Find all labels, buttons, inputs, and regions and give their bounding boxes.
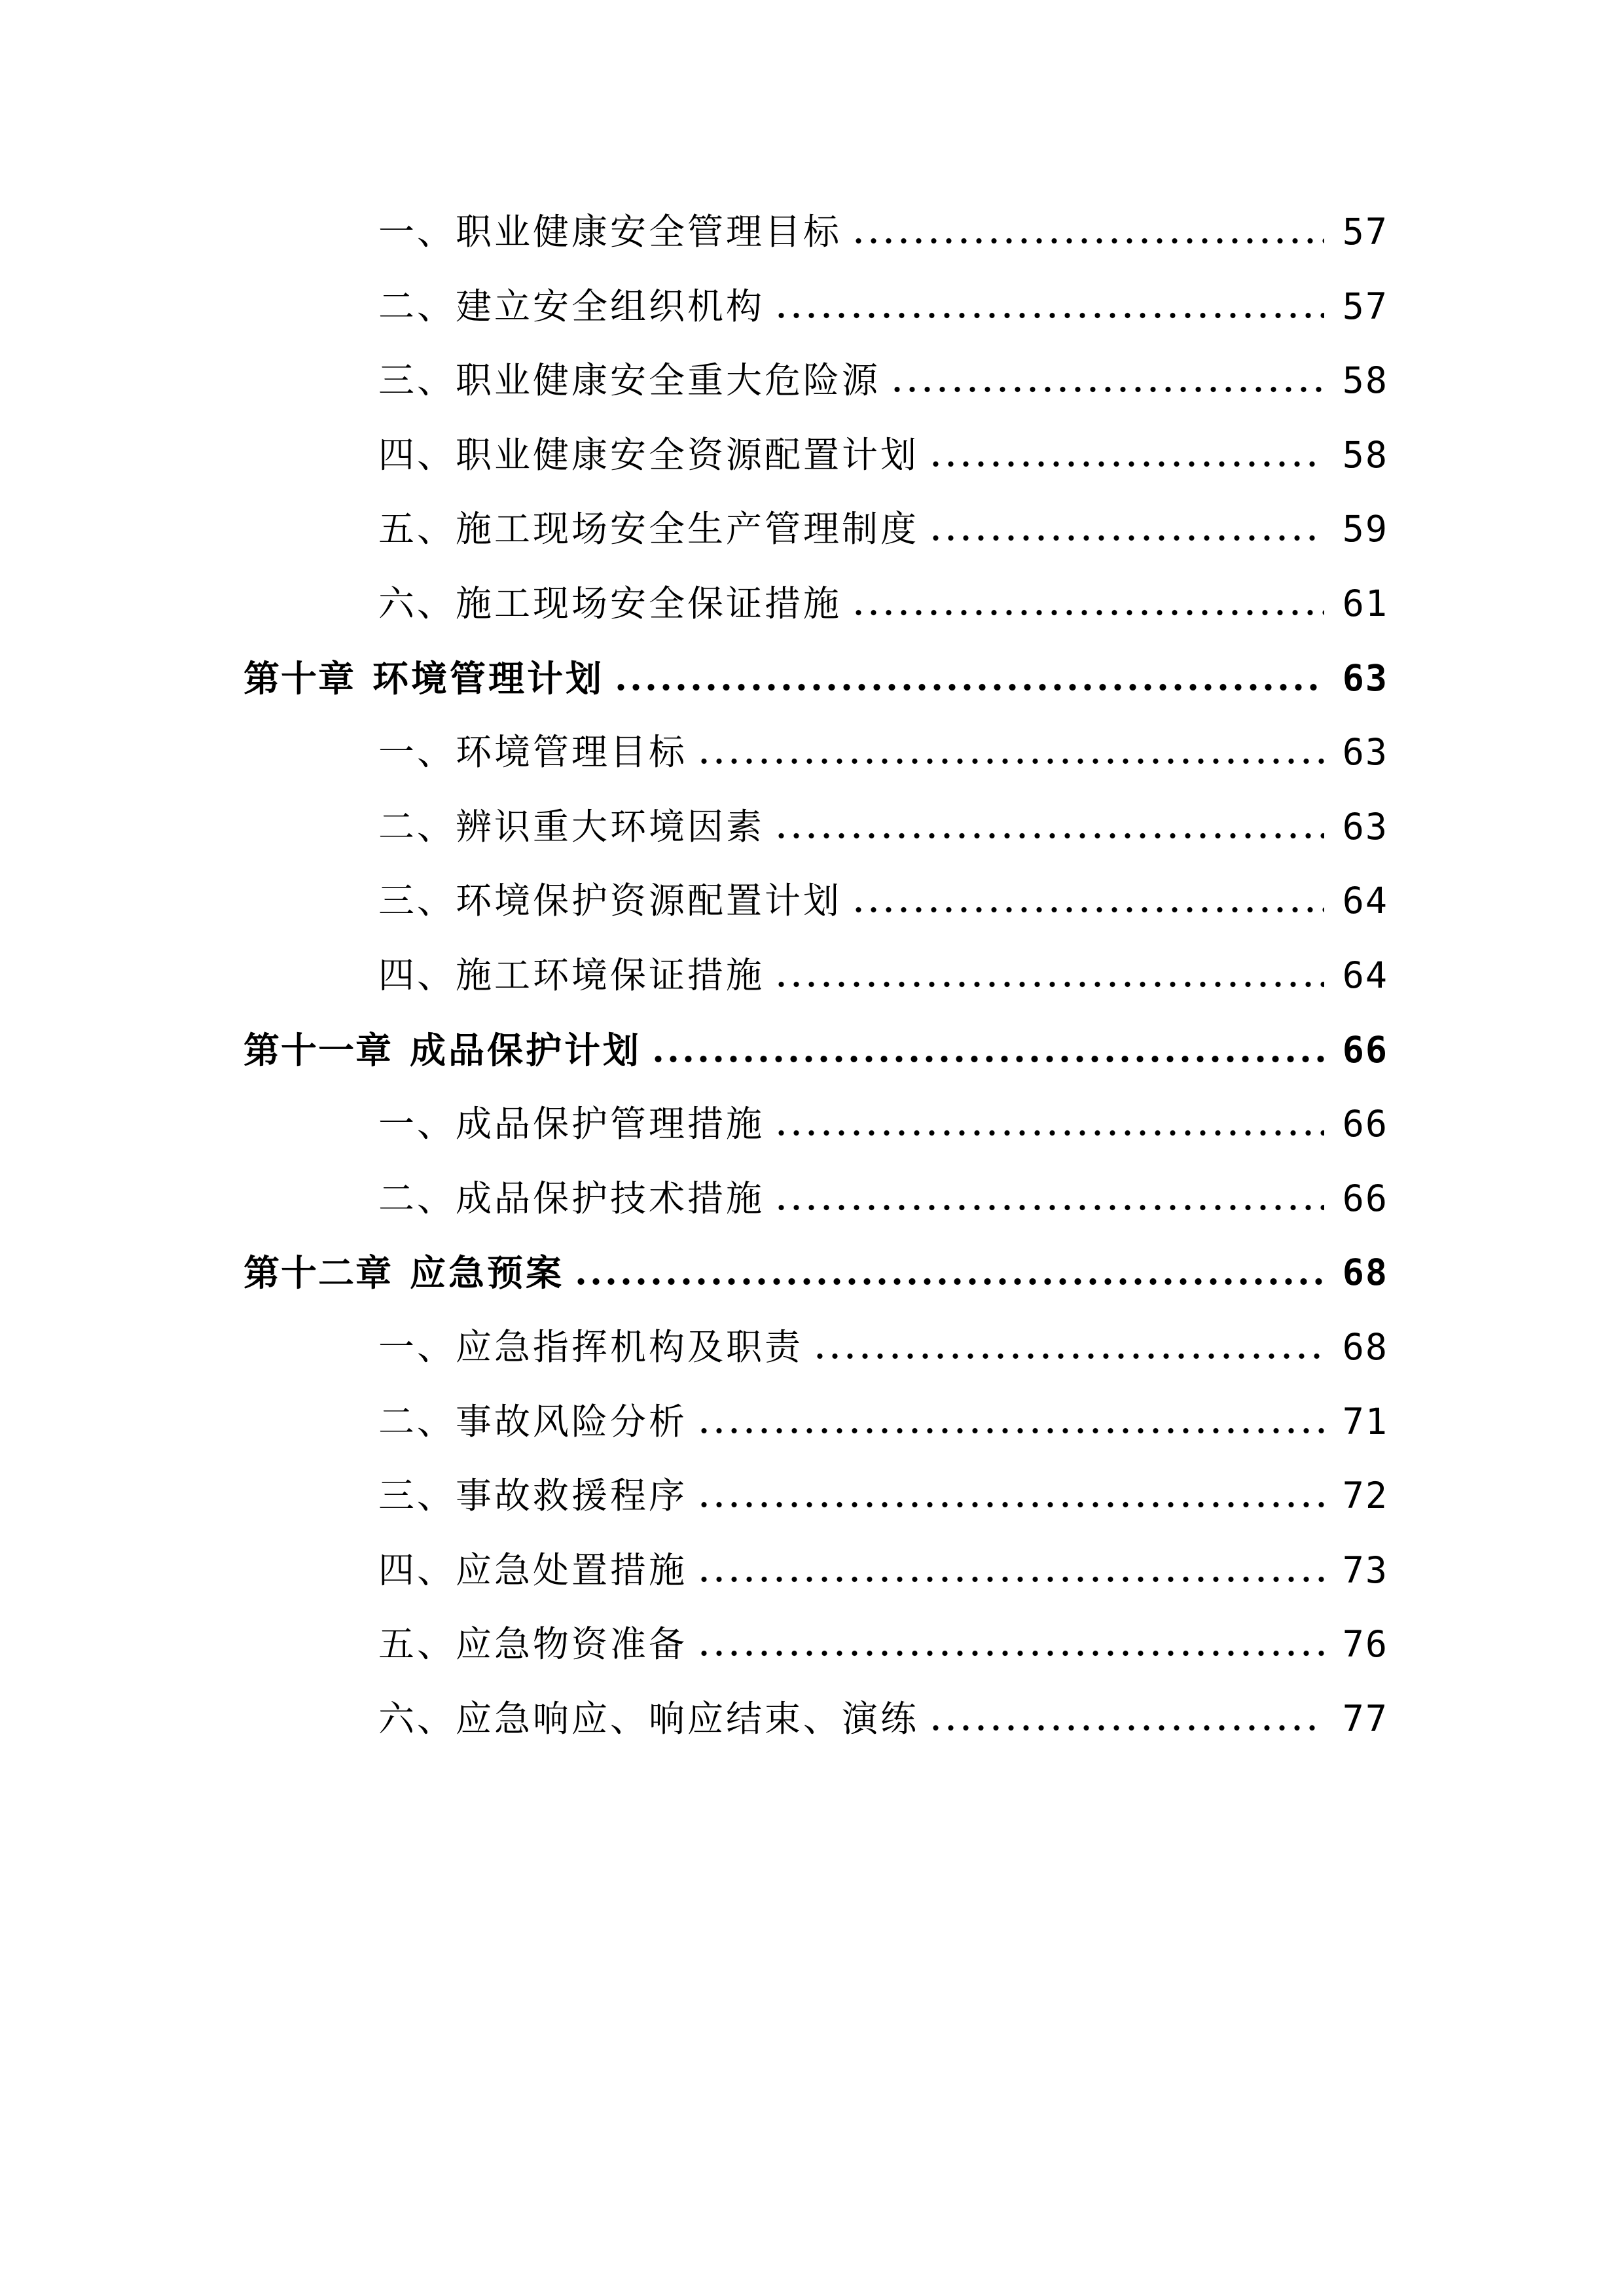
- toc-entry-title: 应急预案: [410, 1251, 565, 1295]
- toc-dot-leader: [851, 237, 1324, 245]
- toc-dot-leader: [890, 386, 1324, 393]
- toc-dot-leader: [928, 460, 1324, 468]
- toc-entry-title: 二、建立安全组织机构: [378, 285, 765, 327]
- toc-entry-title: 二、事故风险分析: [378, 1400, 688, 1443]
- toc-section-entry[interactable]: [378, 1151, 1388, 1217]
- toc-section-entry[interactable]: [378, 1300, 1388, 1368]
- toc-dot-leader: [696, 1501, 1324, 1509]
- toc-page-number: 64: [1342, 880, 1388, 922]
- toc-entry-title: 一、应急指挥机构及职责: [378, 1326, 804, 1368]
- toc-section-entry[interactable]: [378, 705, 1388, 774]
- toc-dot-leader: [928, 534, 1324, 542]
- toc-dot-leader: [613, 683, 1324, 691]
- toc-dot-leader: [774, 1204, 1324, 1211]
- toc-entry-title: 三、环境保护资源配置计划: [378, 880, 842, 922]
- toc-dot-leader: [696, 1575, 1324, 1583]
- toc-dot-leader: [696, 757, 1324, 765]
- toc-page-number: 63: [1342, 656, 1388, 699]
- toc-section-entry[interactable]: [378, 1077, 1388, 1145]
- toc-section-entry[interactable]: [378, 853, 1388, 922]
- toc-dot-leader: [573, 1278, 1324, 1285]
- toc-entry-title: 一、职业健康安全管理目标: [378, 211, 842, 253]
- toc-section-entry[interactable]: [378, 1448, 1388, 1517]
- toc-entry-title: 三、职业健康安全重大危险源: [378, 359, 881, 402]
- toc-section-entry[interactable]: [378, 1672, 1388, 1740]
- toc-page-number: 66: [1342, 1028, 1388, 1071]
- toc-section-entry[interactable]: [378, 259, 1388, 325]
- toc-entry-title: 四、应急处置措施: [378, 1549, 688, 1591]
- toc-entry-title: 六、应急响应、响应结束、演练: [378, 1698, 920, 1740]
- toc-page-number: 76: [1342, 1623, 1388, 1666]
- toc-page-number: 63: [1342, 805, 1388, 848]
- toc-section-entry[interactable]: [378, 1597, 1388, 1666]
- toc-chapter-label: 第十章: [244, 656, 356, 700]
- toc-page-number: 63: [1342, 731, 1388, 774]
- toc-dot-leader: [774, 312, 1324, 319]
- toc-chapter-entry[interactable]: [244, 631, 1388, 700]
- toc-dot-leader: [774, 832, 1324, 840]
- toc-page-number: 59: [1342, 508, 1388, 550]
- toc-entry-title: 一、环境管理目标: [378, 731, 688, 774]
- toc-page-number: 58: [1342, 359, 1388, 402]
- toc-dot-leader: [696, 1427, 1324, 1435]
- toc-chapter-label: 第十二章: [244, 1251, 393, 1295]
- toc-entry-title: 五、应急物资准备: [378, 1623, 688, 1666]
- toc-page-number: 68: [1342, 1326, 1388, 1368]
- toc-page-number: 64: [1342, 954, 1388, 996]
- toc-section-entry[interactable]: [378, 1374, 1388, 1443]
- toc-entry-title: 六、施工现场安全保证措施: [378, 583, 842, 624]
- toc-page-number: 57: [1342, 211, 1388, 253]
- toc-dot-leader: [651, 1055, 1324, 1063]
- toc-section-entry[interactable]: [378, 556, 1388, 622]
- toc-dot-leader: [696, 1649, 1324, 1657]
- toc-section-entry[interactable]: [378, 185, 1388, 253]
- toc-entry-title: 二、成品保护技术措施: [378, 1177, 765, 1219]
- toc-dot-leader: [812, 1352, 1324, 1360]
- toc-page-number: 57: [1342, 285, 1388, 327]
- toc-dot-leader: [774, 1129, 1324, 1137]
- toc-entry-title: 环境管理计划: [372, 656, 605, 700]
- toc-entry-title: 成品保护计划: [410, 1028, 642, 1071]
- toc-dot-leader: [851, 609, 1324, 617]
- toc-section-entry[interactable]: [378, 1523, 1388, 1591]
- toc-section-entry[interactable]: [378, 780, 1388, 848]
- toc-section-entry[interactable]: [378, 482, 1388, 550]
- toc-section-entry[interactable]: [378, 333, 1388, 402]
- toc-entry-title: 三、事故救援程序: [378, 1475, 688, 1517]
- toc-chapter-label: 第十一章: [244, 1028, 393, 1071]
- toc-entry-title: 五、施工现场安全生产管理制度: [378, 508, 920, 550]
- toc-page-number: 66: [1342, 1103, 1388, 1145]
- toc-page-number: 71: [1342, 1400, 1388, 1443]
- toc-page-number: 73: [1342, 1549, 1388, 1591]
- toc-entry-title: 四、职业健康安全资源配置计划: [378, 433, 920, 476]
- toc-chapter-entry[interactable]: [244, 1003, 1388, 1071]
- toc-entry-title: 二、辨识重大环境因素: [378, 805, 765, 848]
- toc-page-number: 68: [1342, 1251, 1388, 1294]
- toc-entry-title: 一、成品保护管理措施: [378, 1103, 765, 1145]
- toc-page-number: 61: [1342, 583, 1388, 624]
- toc-page-number: 77: [1342, 1698, 1388, 1740]
- toc-page-number: 66: [1342, 1177, 1388, 1219]
- toc-chapter-entry[interactable]: [244, 1225, 1388, 1295]
- toc-dot-leader: [851, 906, 1324, 914]
- toc-page-number: 72: [1342, 1475, 1388, 1517]
- toc-entry-title: 四、施工环境保证措施: [378, 954, 765, 996]
- toc-section-entry[interactable]: [378, 408, 1388, 476]
- toc-section-entry[interactable]: [378, 928, 1388, 994]
- toc-dot-leader: [774, 980, 1324, 988]
- toc-dot-leader: [928, 1724, 1324, 1732]
- toc-page-number: 58: [1342, 433, 1388, 476]
